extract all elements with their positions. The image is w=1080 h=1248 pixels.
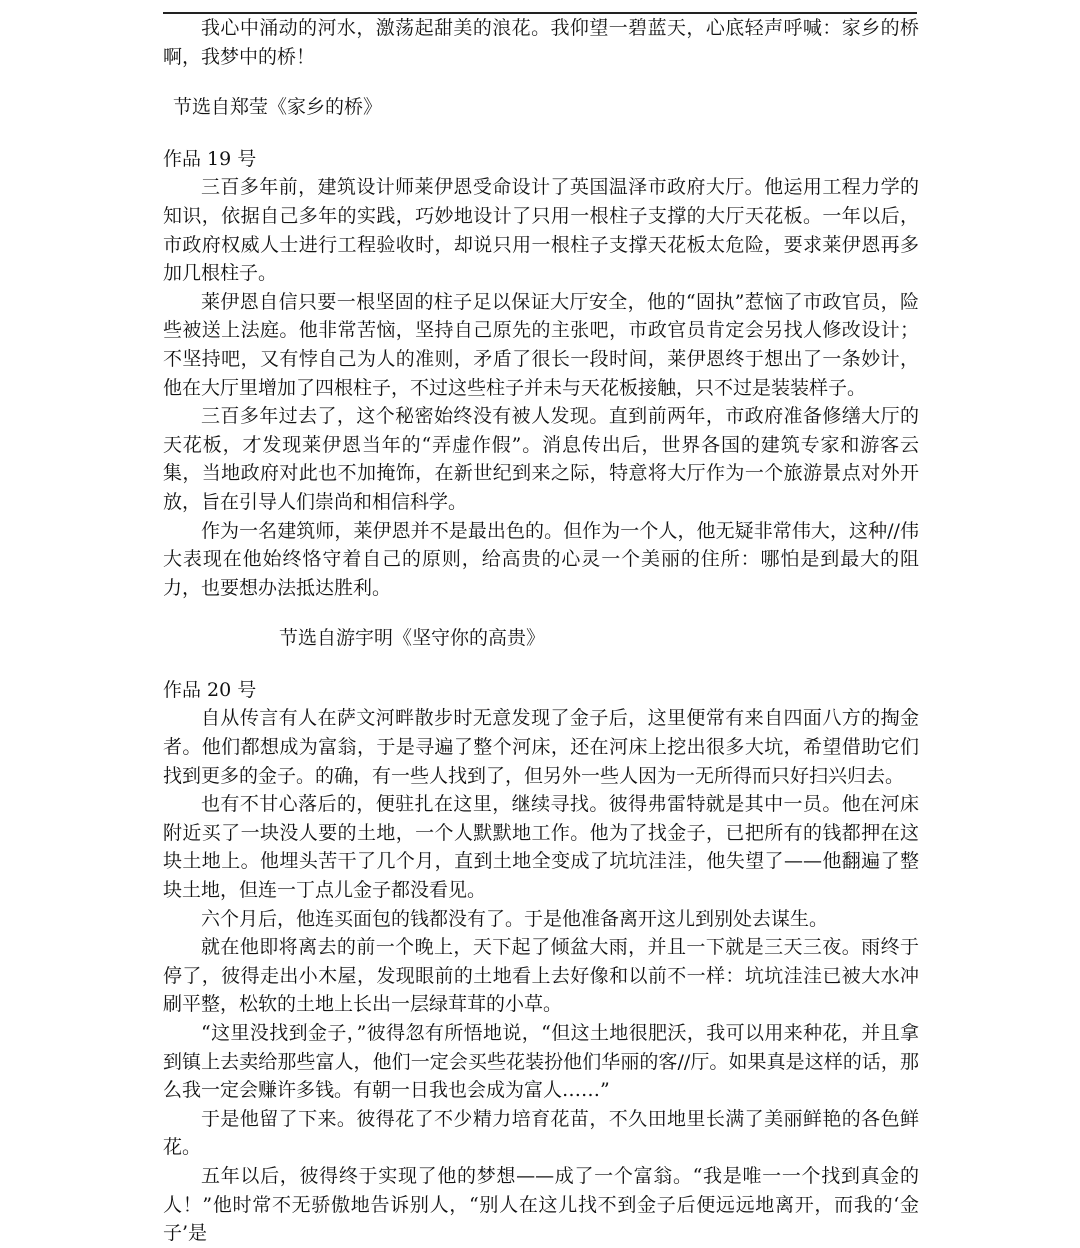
work20-paragraph: 六个月后，他连买面包的钱都没有了。于是他准备离开这儿到别处去谋生。 [201,907,829,930]
work19-paragraph: 三百多年前，建筑设计师莱伊恩受命设计了英国温泽市政府大厅。他运用工程力学的知识，依据自己多年的实践，巧妙地设计了只用一根柱子支撑的大厅天花板。一年以后，市政府权威人士进行工程验收时，却说只用一根柱子支撑天花板太危险，要求莱伊恩再多加几根柱子。 [163,176,919,285]
work19-paragraph: 作为一名建筑师，莱伊恩并不是最出色的。但作为一个人，他无疑非常伟大，这种//伟大表现在他始终恪守着自己的原则，给高贵的心灵一个美丽的住所：哪怕是到最大的阻力，也要想办法抵达胜利。 [163,519,919,599]
work20-paragraph: “这里没找到金子，”彼得忽有所悟地说，“但这土地很肥沃，我可以用来种花，并且拿到镇上去卖给那些富人，他们一定会买些花装扮他们华丽的客//厅。如果真是这样的话，那么我一定会赚许多钱。有朝一日我也会成为富人……” [163,1022,919,1102]
work20-paragraph: 自从传言有人在萨文河畔散步时无意发现了金子后，这里便常有来自四面八方的掏金者。他们都想成为富翁，于是寻遍了整个河床，还在河床上挖出很多大坑，希望借助它们找到更多的金子。的确，有一些人找到了，但另外一些人因为一无所得而只好扫兴归去。 [163,707,919,787]
work20-paragraph: 五年以后，彼得终于实现了他的梦想——成了一个富翁。“我是唯一一个找到真金的人！”他时常不无骄傲地告诉别人，“别人在这儿找不到金子后便远远地离开，而我的‘金子’是 [163,1164,919,1245]
work19-paragraph: 莱伊恩自信只要一根坚固的柱子足以保证大厅安全，他的“固执”惹恼了市政官员，险些被送上法庭。他非常苦恼，坚持自己原先的主张吧，市政官员肯定会另找人修改设计；不坚持吧，又有悖自己为人的准则，矛盾了很长一段时间，莱伊恩终于想出了一条妙计，他在大厅里增加了四根柱子，不过这些柱子并未与天花板接触，只不过是装装样子。 [163,290,919,399]
intro-paragraph: 我心中涌动的河水，激荡起甜美的浪花。我仰望一碧蓝天，心底轻声呼喊：家乡的桥啊，我梦中的桥！ [163,17,919,68]
intro-source: 节选自郑莹《家乡的桥》 [173,96,383,119]
work20-heading: 作品 20 号 [163,678,257,701]
work19-paragraph: 三百多年过去了，这个秘密始终没有被人发现。直到前两年，市政府准备修缮大厅的天花板，才发现莱伊恩当年的“弄虚作假”。消息传出后，世界各国的建筑专家和游客云集，当地政府对此也不加掩饰，在新世纪到来之际，特意将大厅作为一个旅游景点对外开放，旨在引导人们崇尚和相信科学。 [163,405,919,513]
work20-paragraph: 于是他留了下来。彼得花了不少精力培育花苗，不久田地里长满了美丽鲜艳的各色鲜花。 [163,1107,919,1159]
work19-source: 节选自游宇明《坚守你的高贵》 [279,627,546,650]
work19-heading: 作品 19 号 [163,147,257,170]
document-body [163,14,919,1248]
work20-paragraph: 就在他即将离去的前一个晚上，天下起了倾盆大雨，并且一下就是三天三夜。雨终于停了，彼得走出小木屋，发现眼前的土地看上去好像和以前不一样：坑坑洼洼已被大水冲刷平整，松软的土地上长出一层绿茸茸的小草。 [163,936,919,1016]
work20-paragraph: 也有不甘心落后的，便驻扎在这里，继续寻找。彼得弗雷特就是其中一员。他在河床附近买了一块没人要的土地，一个人默默地工作。他为了找金子，已把所有的钱都押在这块土地上。他埋头苦干了几个月，直到土地全变成了坑坑洼洼，他失望了——他翻遍了整块土地，但连一丁点儿金子都没看见。 [163,793,919,902]
